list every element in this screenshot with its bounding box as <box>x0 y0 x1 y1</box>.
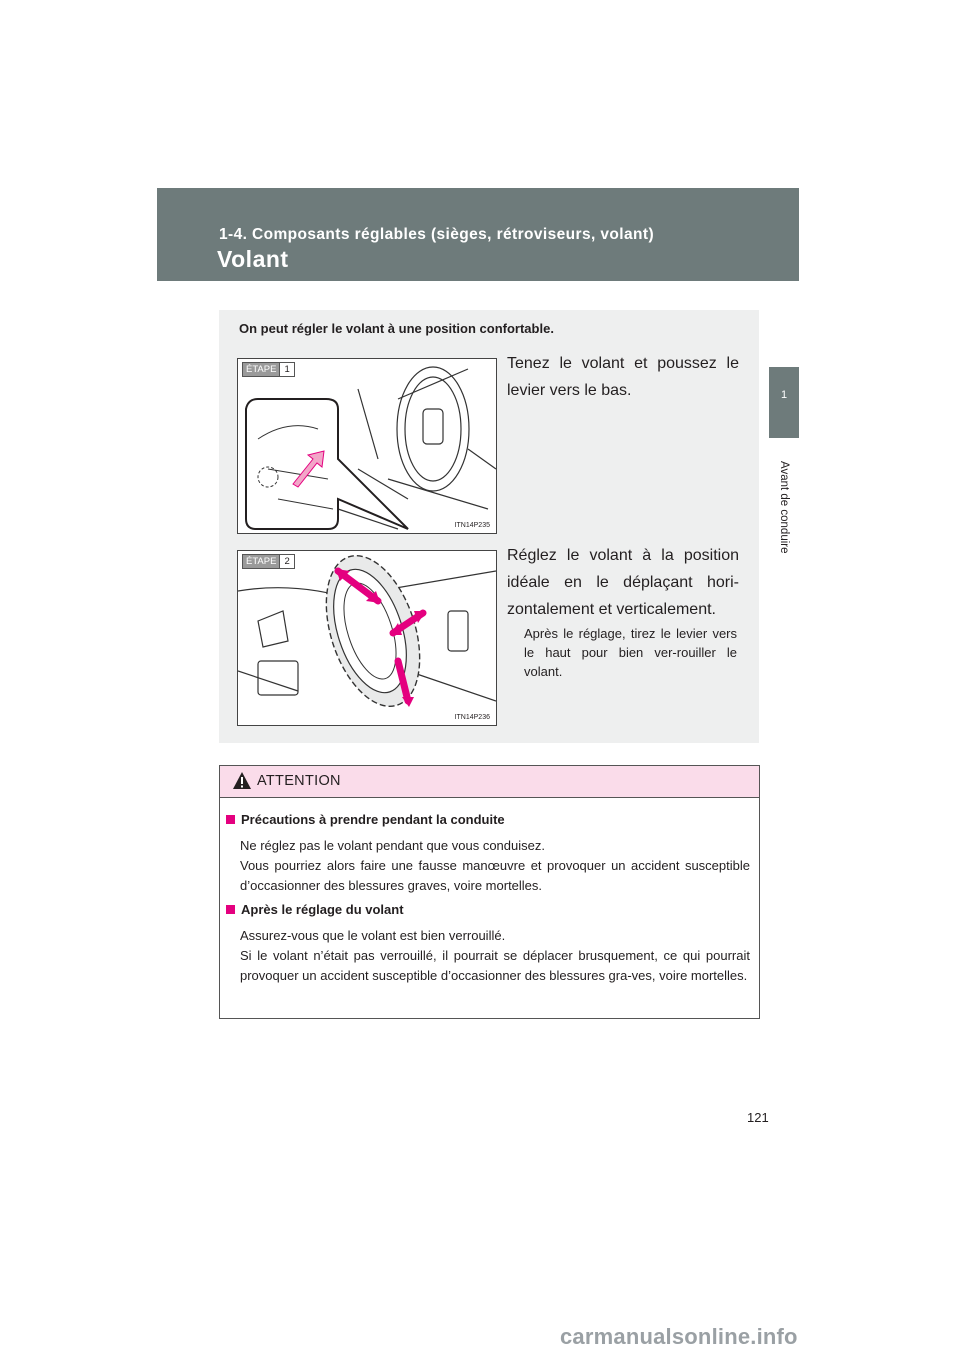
warning-box <box>219 765 760 1019</box>
warning-paragraph: Si le volant n’était pas verrouillé, il pourrait se déplacer brusquement, ce qui pourrait provoquer un accident susceptible d’occasionner des blessures gra-ves, voire mortelles. <box>240 948 750 983</box>
step-1-badge <box>242 362 295 377</box>
steps-panel <box>219 310 759 743</box>
bullet-square-icon <box>226 815 235 824</box>
warning-triangle-icon <box>232 771 252 790</box>
warning-item-title <box>226 902 404 917</box>
warning-paragraph: Assurez-vous que le volant est bien verrouillé. <box>240 928 506 943</box>
warning-item-title <box>226 812 505 827</box>
step-2-note: Après le réglage, tirez le levier vers le haut pour bien ver-rouiller le volant. <box>524 626 737 679</box>
figure-code: ITN14P235 <box>454 522 490 529</box>
chapter-label: Avant de conduire <box>778 461 790 554</box>
chapter-tab <box>769 367 799 438</box>
warning-paragraph: Vous pourriez alors faire une fausse manœuvre et provoquer un accident susceptible d’occasionner des blessures graves, voire mortelles. <box>240 858 750 893</box>
step-2-figure <box>237 550 497 726</box>
warning-item-title-text: Après le réglage du volant <box>241 902 404 917</box>
bullet-square-icon <box>226 905 235 914</box>
page-number: 121 <box>747 1110 769 1125</box>
step-1-text: Tenez le volant et poussez le levier vers le bas. <box>507 355 739 399</box>
step-badge-label: ÉTAPE <box>243 555 279 568</box>
warning-item-body <box>240 836 750 896</box>
intro-text: On peut régler le volant à une position confortable. <box>239 321 554 336</box>
warning-title: ATTENTION <box>257 773 341 789</box>
warning-item-title-text: Précautions à prendre pendant la conduite <box>241 812 505 827</box>
watermark: carmanualsonline.info <box>560 1324 798 1349</box>
steering-adjust-illustration <box>238 551 496 725</box>
step-1-figure <box>237 358 497 534</box>
step-badge-number: 2 <box>279 555 293 568</box>
warning-item-body <box>240 926 750 986</box>
steering-lever-illustration <box>238 359 496 533</box>
figure-code: ITN14P236 <box>454 714 490 721</box>
step-2-badge <box>242 554 295 569</box>
chapter-number: 1 <box>780 389 788 401</box>
page-title: Volant <box>217 246 289 272</box>
warning-paragraph: Ne réglez pas le volant pendant que vous conduisez. <box>240 838 545 853</box>
step-badge-label: ÉTAPE <box>243 363 279 376</box>
step-badge-number: 1 <box>279 363 293 376</box>
section-title: 1-4. Composants réglables (sièges, rétroviseurs, volant) <box>219 226 655 243</box>
warning-header <box>220 766 759 798</box>
section-header <box>157 188 799 281</box>
step-2-text: Réglez le volant à la position idéale en le déplaçant hori-zontalement et verticalement. <box>507 547 739 618</box>
